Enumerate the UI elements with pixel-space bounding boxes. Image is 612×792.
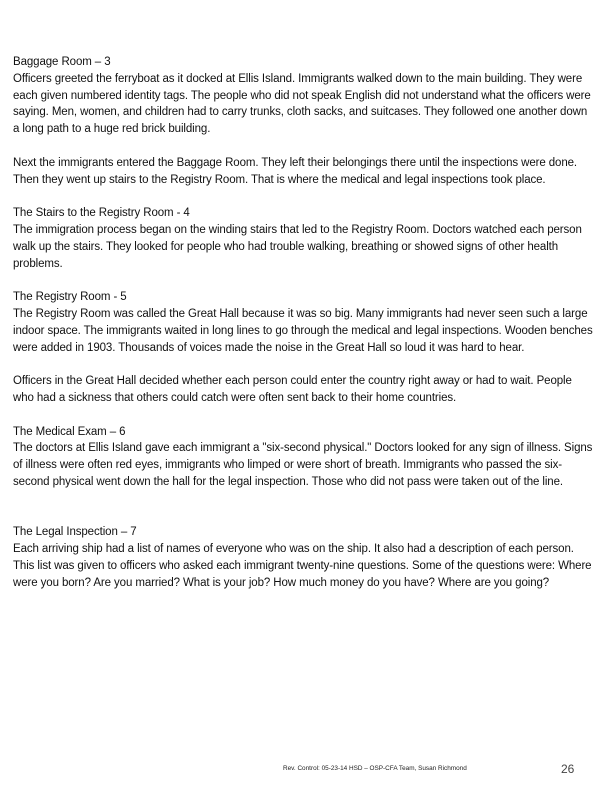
section-spacer bbox=[13, 188, 595, 205]
paragraph: The doctors at Ellis Island gave each immigrant a "six-second physical." Doctors looked for any sign of illness. Signs of illness were often red eyes, immigrants who limped or were short of breath. Immigrants who passed the six-second physical went down the hall for the legal inspection. Those who did not pass were taken out of the line. bbox=[13, 442, 593, 488]
paragraph: Next the immigrants entered the Baggage Room. They left their belongings there until the inspections were done. Then they went up stairs to the Registry Room. That is where the medical and legal inspections took place. bbox=[13, 156, 578, 186]
page-number: 26 bbox=[561, 762, 575, 776]
section-heading: The Registry Room - 5 bbox=[13, 291, 127, 304]
section-heading: Baggage Room – 3 bbox=[13, 56, 111, 68]
section-baggage-room bbox=[13, 54, 595, 188]
paragraph: Officers in the Great Hall decided whether each person could enter the country right away or had to wait. People who had a sickness that others could catch were often sent back to their home countries. bbox=[13, 375, 572, 404]
section-stairs bbox=[13, 205, 595, 272]
section-spacer bbox=[13, 491, 595, 525]
paragraph-spacer bbox=[13, 356, 595, 373]
section-registry-room bbox=[13, 289, 595, 407]
footer-revision-note: Rev. Control: 05-23-14 HSD – OSP-CFA Team, Susan Richmond bbox=[283, 765, 467, 772]
section-heading: The Medical Exam – 6 bbox=[13, 425, 126, 438]
paragraph: The Registry Room was called the Great Hall because it was so big. Many immigrants had never seen such a large indoor space. The immigrants waited in long lines to go through the medical and legal inspections. Wooden benches were added in 1903. Thousands of voices made the noise in the Great Hall so loud it was hard to hear. bbox=[13, 307, 593, 354]
paragraph: The immigration process began on the winding stairs that led to the Registry Room. Doctors watched each person walk up the stairs. They looked for people who had trouble walking, breathing or showed signs of other health problems. bbox=[13, 223, 582, 270]
paragraph: Officers greeted the ferryboat as it docked at Ellis Island. Immigrants walked down to the main building. They were each given numbered identity tags. The people who did not speak English did not understand what the officers were saying. Men, women, and children had to carry trunks, cloth sacks, and suitcases. They followed one another down a long path to a huge red brick building. bbox=[13, 72, 591, 136]
section-legal-inspection bbox=[13, 524, 595, 591]
section-heading: The Legal Inspection – 7 bbox=[13, 526, 137, 539]
paragraph: Each arriving ship had a list of names of everyone who was on the ship. It also had a description of each person. This list was given to officers who asked each immigrant twenty-nine questions. Some of the questions were: Where were you born? Are you married? What is your job? How much money do you have? Where are you going? bbox=[13, 543, 592, 589]
document-body bbox=[13, 54, 595, 592]
paragraph-spacer bbox=[13, 138, 595, 155]
section-heading: The Stairs to the Registry Room - 4 bbox=[13, 207, 190, 220]
section-spacer bbox=[13, 407, 595, 424]
section-spacer bbox=[13, 272, 595, 289]
section-medical-exam bbox=[13, 424, 595, 491]
